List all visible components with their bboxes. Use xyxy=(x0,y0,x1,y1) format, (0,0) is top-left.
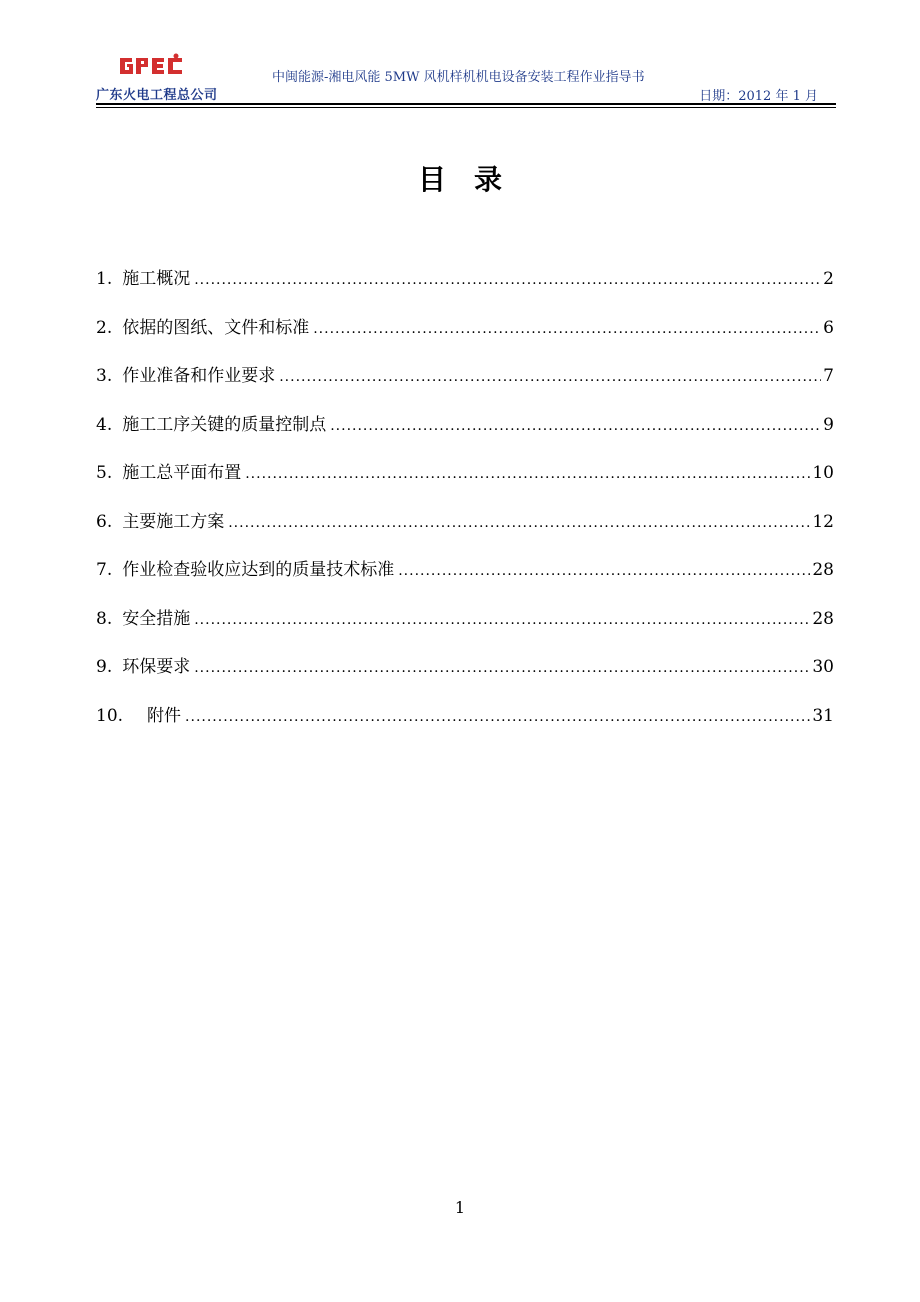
table-of-contents xyxy=(96,264,834,749)
toc-entry-title[interactable]: 主要施工方案 xyxy=(122,511,225,532)
toc-entry-page[interactable]: 7 xyxy=(823,366,834,386)
toc-entry-title[interactable]: 施工概况 xyxy=(122,269,191,289)
toc-entry[interactable] xyxy=(96,555,834,604)
toc-entry-page[interactable]: 12 xyxy=(812,511,834,532)
toc-entry-page[interactable]: 31 xyxy=(812,705,834,726)
toc-entry-number: 4. xyxy=(96,414,113,435)
toc-entry-page[interactable]: 9 xyxy=(823,414,834,435)
toc-entry-number: 1. xyxy=(96,269,113,289)
toc-dot-leader xyxy=(398,563,810,579)
toc-dot-leader xyxy=(313,321,821,337)
toc-entry-page[interactable]: 10 xyxy=(812,463,834,483)
toc-entry[interactable] xyxy=(96,604,834,653)
toc-dot-leader xyxy=(194,612,810,628)
page-header xyxy=(96,48,836,106)
toc-dot-leader xyxy=(245,466,810,482)
toc-entry-title[interactable]: 安全措施 xyxy=(122,608,191,629)
toc-entry-title[interactable]: 依据的图纸、文件和标准 xyxy=(122,317,310,338)
page-number: 1 xyxy=(454,1198,466,1217)
toc-entry[interactable] xyxy=(96,361,834,410)
toc-entry-number: 3. xyxy=(96,366,113,386)
toc-entry-title[interactable]: 施工工序关键的质量控制点 xyxy=(122,414,327,435)
company-name: 广东火电工程总公司 xyxy=(96,88,218,103)
toc-entry-number: 5. xyxy=(96,463,113,483)
header-divider xyxy=(96,103,836,105)
document-date: 日期：2012 年 1 月 xyxy=(699,89,818,104)
toc-dot-leader xyxy=(194,272,821,288)
toc-entry[interactable] xyxy=(96,458,834,507)
toc-entry-title[interactable]: 作业准备和作业要求 xyxy=(122,366,276,386)
header-divider-thin xyxy=(96,107,836,108)
document-title: 中闽能源-湘电风能 5MW 风机样机机电设备安装工程作业指导书 xyxy=(272,70,645,85)
toc-entry-page[interactable]: 28 xyxy=(812,560,834,580)
toc-dot-leader xyxy=(228,515,810,531)
toc-dot-leader xyxy=(194,660,810,676)
toc-dot-leader xyxy=(185,709,810,725)
toc-entry-title[interactable]: 环保要求 xyxy=(122,657,191,677)
toc-entry-title[interactable]: 施工总平面布置 xyxy=(122,463,242,483)
toc-entry-number: 8. xyxy=(96,608,113,629)
toc-entry[interactable] xyxy=(96,410,834,459)
toc-entry[interactable] xyxy=(96,701,834,750)
toc-heading: 目录 xyxy=(417,163,530,196)
toc-entry-title[interactable]: 附件 xyxy=(147,705,182,726)
toc-entry-page[interactable]: 28 xyxy=(812,608,834,629)
toc-entry[interactable] xyxy=(96,652,834,701)
toc-entry-number: 9. xyxy=(96,657,113,677)
toc-entry[interactable] xyxy=(96,313,834,362)
toc-entry-number: 7. xyxy=(96,560,113,580)
toc-entry-title[interactable]: 作业检查验收应达到的质量技术标准 xyxy=(122,560,395,580)
toc-entry[interactable] xyxy=(96,507,834,556)
toc-dot-leader xyxy=(330,418,821,434)
toc-entry-page[interactable]: 30 xyxy=(812,657,834,677)
toc-entry-number: 6. xyxy=(96,511,113,532)
toc-dot-leader xyxy=(279,369,821,385)
toc-entry-page[interactable]: 2 xyxy=(823,269,834,289)
company-logo-icon xyxy=(118,52,188,80)
toc-entry-page[interactable]: 6 xyxy=(823,317,834,338)
toc-entry[interactable] xyxy=(96,264,834,313)
toc-entry-number: 10. xyxy=(96,705,124,726)
toc-entry-number: 2. xyxy=(96,317,113,338)
